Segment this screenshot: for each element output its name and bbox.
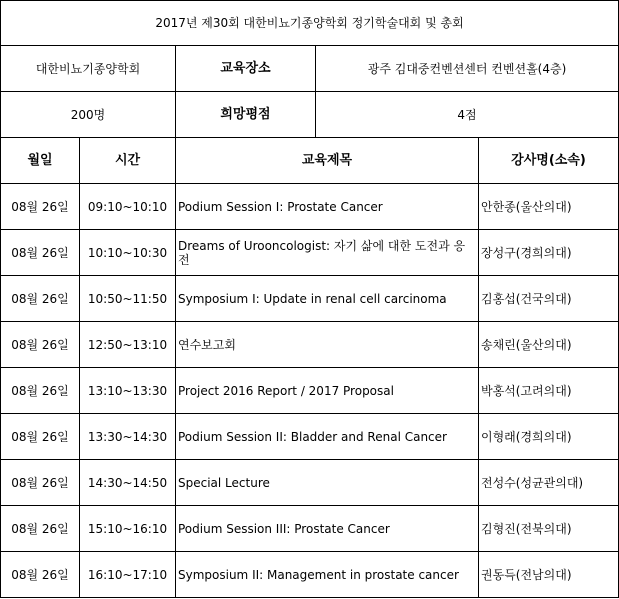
row-date: 08월 26일 <box>1 460 80 506</box>
table-row <box>1 322 619 368</box>
venue-label: 교육장소 <box>176 46 316 92</box>
row-date: 08월 26일 <box>1 368 80 414</box>
organizer-cell: 대한비뇨기종양학회 <box>1 46 176 92</box>
row-date: 08월 26일 <box>1 552 80 598</box>
table-row <box>1 506 619 552</box>
header-speaker: 강사명(소속) <box>479 138 619 184</box>
row-topic: Project 2016 Report / 2017 Proposal <box>176 368 479 414</box>
info-row-credit <box>1 92 619 138</box>
row-date: 08월 26일 <box>1 322 80 368</box>
row-topic: Podium Session I: Prostate Cancer <box>176 184 479 230</box>
row-topic: Special Lecture <box>176 460 479 506</box>
row-time: 15:10~16:10 <box>80 506 176 552</box>
row-speaker: 이형래(경희의대) <box>479 414 619 460</box>
row-date: 08월 26일 <box>1 230 80 276</box>
schedule-rows <box>1 184 619 598</box>
credit-value: 4점 <box>316 92 619 138</box>
credit-label: 희망평점 <box>176 92 316 138</box>
row-speaker: 김형진(전북의대) <box>479 506 619 552</box>
row-speaker: 권동득(전남의대) <box>479 552 619 598</box>
header-time: 시간 <box>80 138 176 184</box>
row-date: 08월 26일 <box>1 276 80 322</box>
table-row <box>1 368 619 414</box>
table-row <box>1 460 619 506</box>
row-date: 08월 26일 <box>1 414 80 460</box>
document-title: 2017년 제30회 대한비뇨기종양학회 정기학술대회 및 총회 <box>1 1 619 46</box>
table-header-row <box>1 138 619 184</box>
row-speaker: 전성수(성균관의대) <box>479 460 619 506</box>
row-speaker: 김홍섭(건국의대) <box>479 276 619 322</box>
attendees-cell: 200명 <box>1 92 176 138</box>
row-date: 08월 26일 <box>1 184 80 230</box>
venue-value: 광주 김대중컨벤션센터 컨벤션홀(4층) <box>316 46 619 92</box>
header-month-day: 월일 <box>1 138 80 184</box>
table-row <box>1 184 619 230</box>
row-topic: Symposium I: Update in renal cell carcinoma <box>176 276 479 322</box>
table-row <box>1 230 619 276</box>
row-topic: Podium Session III: Prostate Cancer <box>176 506 479 552</box>
row-time: 09:10~10:10 <box>80 184 176 230</box>
row-time: 10:10~10:30 <box>80 230 176 276</box>
info-row-venue <box>1 46 619 92</box>
table-row <box>1 276 619 322</box>
row-topic: Podium Session II: Bladder and Renal Cancer <box>176 414 479 460</box>
table-row <box>1 414 619 460</box>
row-time: 13:10~13:30 <box>80 368 176 414</box>
row-speaker: 장성구(경희의대) <box>479 230 619 276</box>
row-time: 16:10~17:10 <box>80 552 176 598</box>
row-time: 13:30~14:30 <box>80 414 176 460</box>
title-row <box>1 1 619 46</box>
row-speaker: 송채린(울산의대) <box>479 322 619 368</box>
row-topic: 연수보고회 <box>176 322 479 368</box>
row-topic: Dreams of Urooncologist: 자기 삶에 대한 도전과 응전 <box>176 230 479 276</box>
row-date: 08월 26일 <box>1 506 80 552</box>
row-speaker: 박홍석(고려의대) <box>479 368 619 414</box>
row-topic: Symposium II: Management in prostate cancer <box>176 552 479 598</box>
row-time: 14:30~14:50 <box>80 460 176 506</box>
header-topic: 교육제목 <box>176 138 479 184</box>
row-time: 12:50~13:10 <box>80 322 176 368</box>
row-speaker: 안한종(울산의대) <box>479 184 619 230</box>
table-row <box>1 552 619 598</box>
row-time: 10:50~11:50 <box>80 276 176 322</box>
